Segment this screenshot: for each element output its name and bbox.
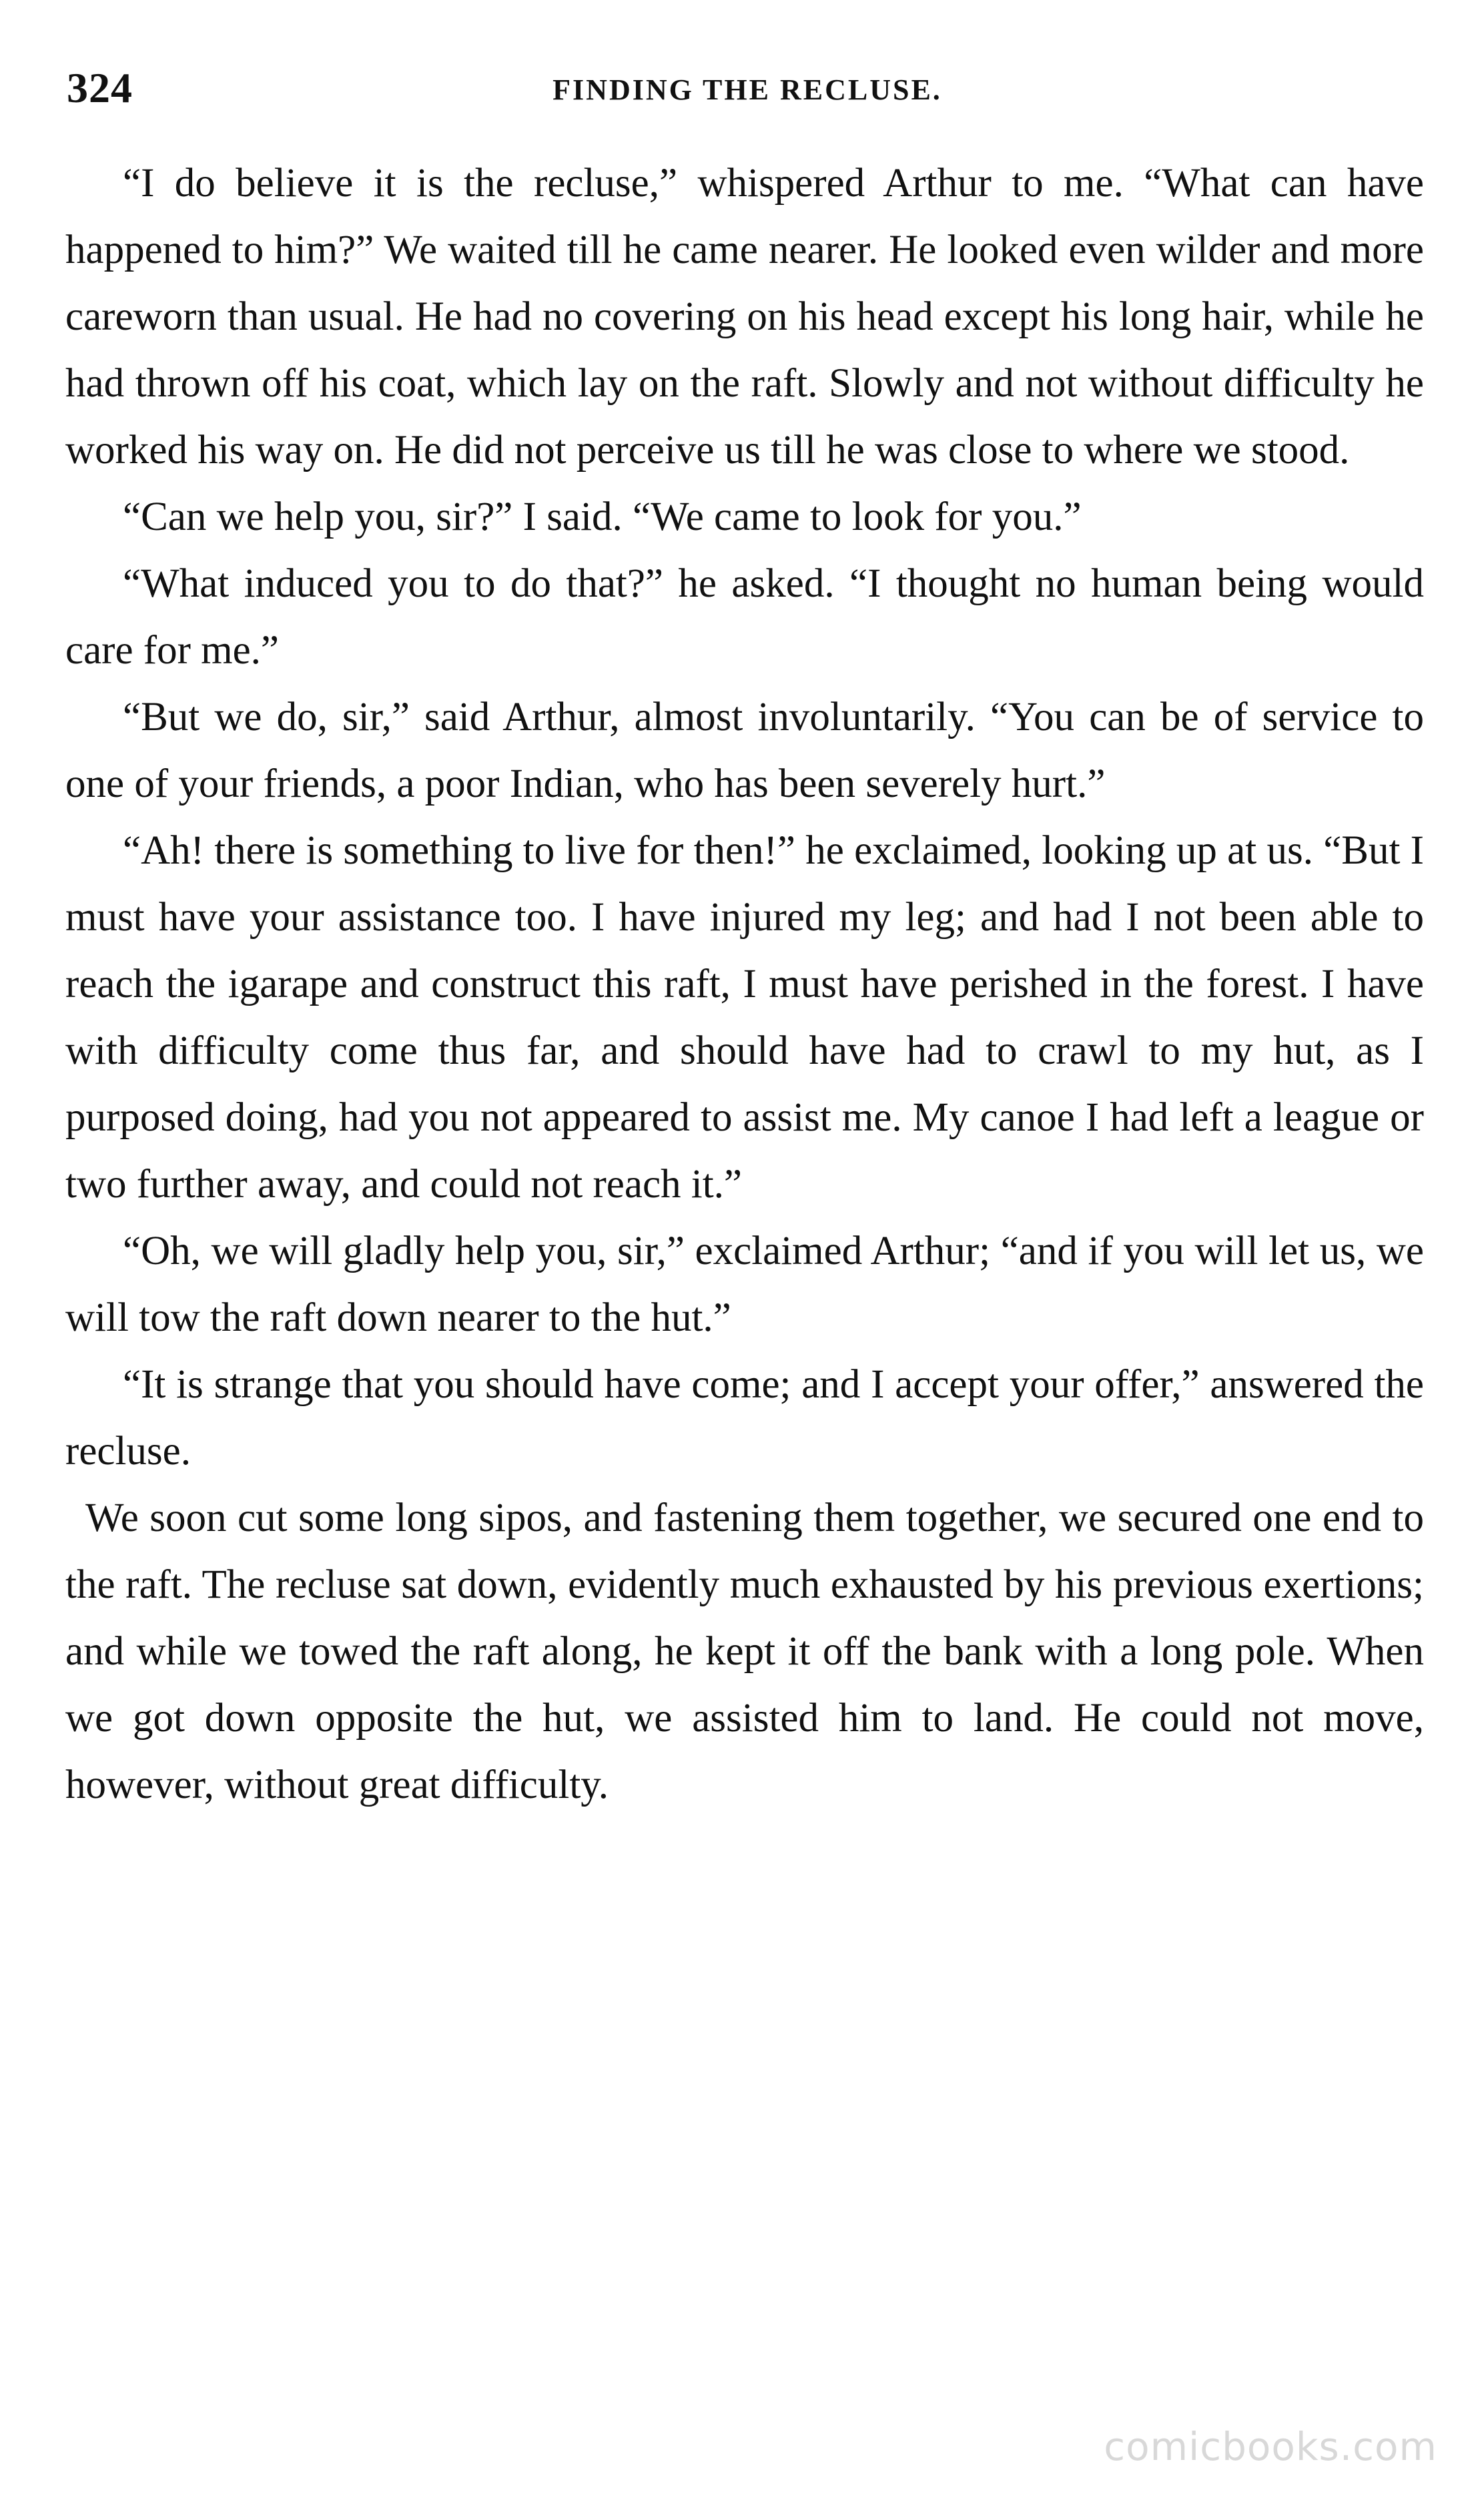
paragraph: “But we do, sir,” said Arthur, almost involuntarily. “You can be of service to one of your friends, a poor Indian, who has been severely hurt.”	[65, 695, 1424, 806]
paragraph: “What induced you to do that?” he asked. “I thought no human being would care for me.”	[65, 561, 1424, 673]
paragraph: “I do believe it is the recluse,” whispered Arthur to me. “What can have happened to him?” We waited till he came nearer. He looked even wilder and more careworn than usual. He had no covering on his head except his long hair, while he had thrown off his coat, which lay on the raft. Slowly and not without difficulty he worked his way on. He did not perceive us till he was close to where we stood.	[65, 161, 1424, 473]
paragraph: “Can we help you, sir?” I said. “We came to look for you.”	[123, 495, 1082, 539]
watermark: comicbooks.com	[1104, 2424, 1437, 2469]
paragraph: We soon cut some long sipos, and fastening them together, we secured one end to the raft. The recluse sat down, evidently much exhausted by his previous exertions; and while we towed the raft along, he kept it off the bank with a long pole. When we got down opposite the hut, we assisted him to land. He could not move, however, without great difficulty.	[65, 1496, 1424, 1807]
paragraph: “Oh, we will gladly help you, sir,” exclaimed Arthur; “and if you will let us, we will tow the raft down nearer to the hut.”	[65, 1229, 1424, 1340]
body-text	[65, 150, 1424, 1819]
page-number: 324	[67, 64, 133, 111]
running-head	[67, 63, 1428, 123]
paragraph: “Ah! there is something to live for then!” he exclaimed, looking up at us. “But I must have your assistance too. I have injured my leg; and had I not been able to reach the igarape and construct this raft, I must have perished in the forest. I have with difficulty come thus far, and should have had to crawl to my hut, as I purposed doing, had you not appeared to assist me. My canoe I had left a league or two further away, and could not reach it.”	[65, 828, 1424, 1207]
paragraph: “It is strange that you should have come; and I accept your offer,” answered the recluse.	[65, 1362, 1424, 1474]
running-title: FINDING THE RECLUSE.	[552, 73, 942, 106]
